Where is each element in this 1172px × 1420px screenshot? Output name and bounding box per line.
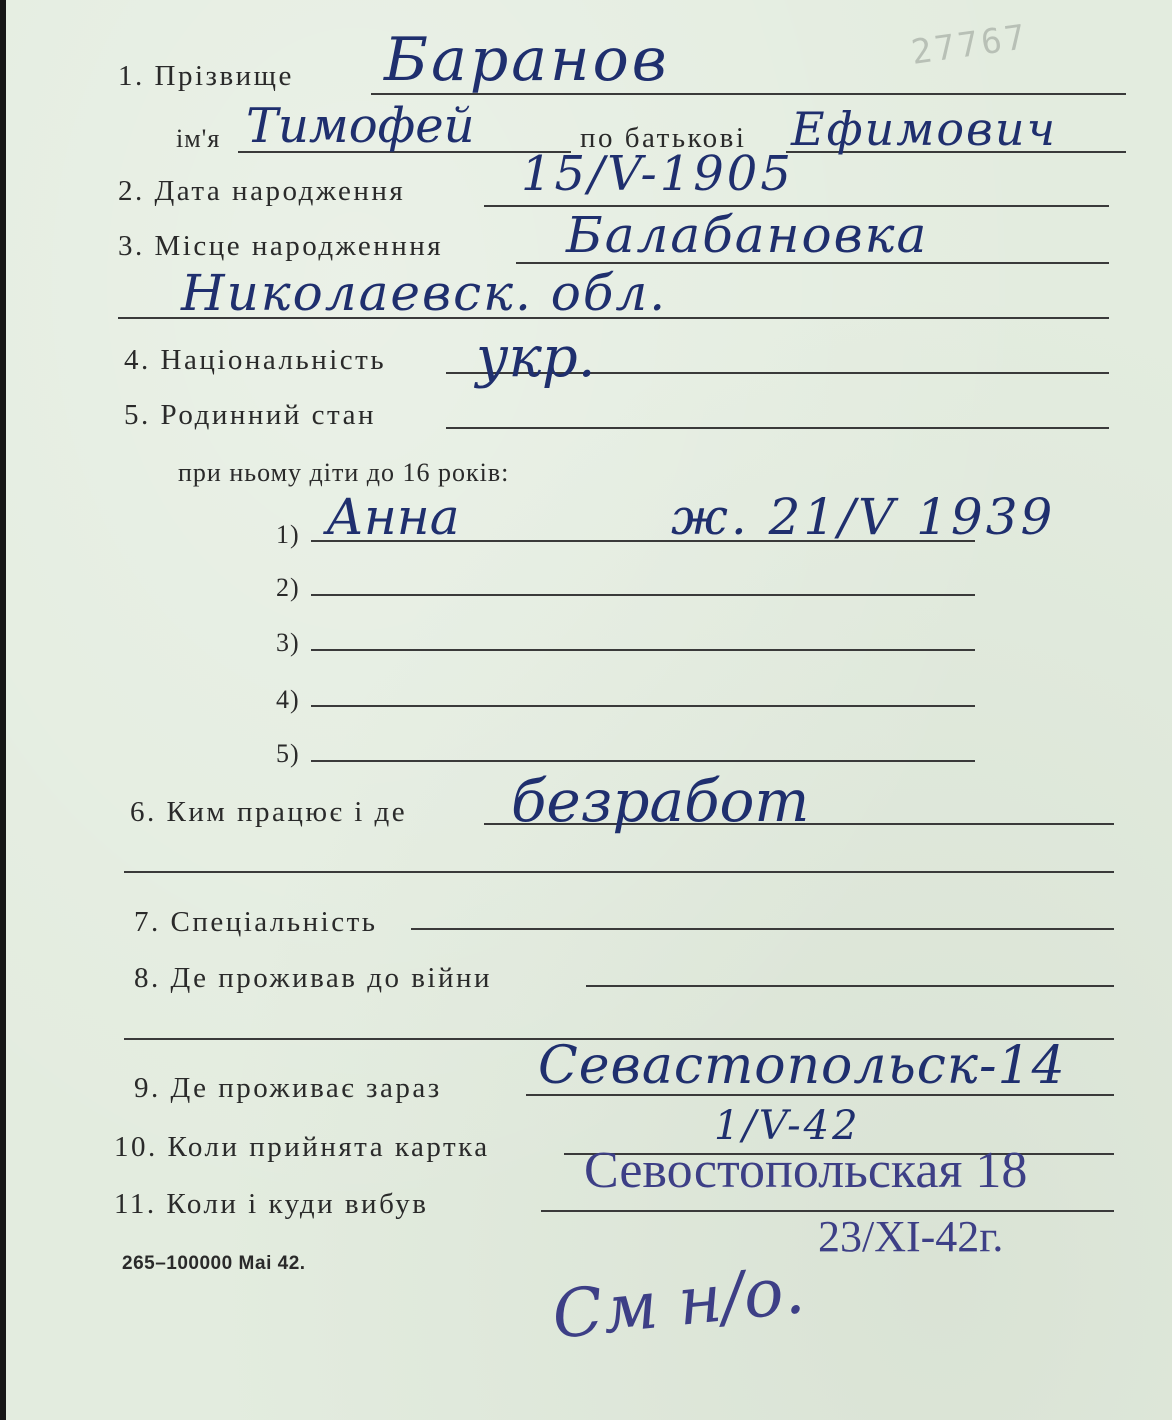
- label-work: 6. Ким працює і де: [130, 796, 408, 828]
- value-birth-place: Балабановка: [566, 206, 929, 264]
- label-departure: 11. Коли і куди вибув: [114, 1188, 429, 1220]
- line-work-2: [124, 871, 1114, 873]
- line-prewar-residence: [586, 985, 1114, 987]
- archive-number-stamp: 27767: [908, 17, 1031, 73]
- label-surname: 1. Прізвище: [118, 60, 294, 92]
- value-nationality: укр.: [476, 325, 596, 390]
- value-patronymic: Ефимович: [791, 102, 1058, 156]
- label-birth-date: 2. Дата народження: [118, 175, 406, 207]
- value-child-1-birth: ж. 21/V 1939: [671, 488, 1056, 546]
- label-prewar-residence: 8. Де проживав до війни: [134, 962, 493, 994]
- label-nationality: 4. Національність: [124, 344, 387, 376]
- value-birth-date: 15/V-1905: [521, 146, 794, 202]
- value-surname: Баранов: [384, 25, 670, 95]
- value-card-accepted: 1/V-42: [714, 1103, 861, 1149]
- label-child-2: 2): [276, 573, 300, 602]
- line-marital-status: [446, 427, 1109, 429]
- label-first-name: ім'я: [176, 124, 221, 153]
- label-child-1: 1): [276, 520, 300, 549]
- label-patronymic: по батькові: [580, 122, 747, 154]
- registration-card: [6, 0, 1172, 1420]
- label-speciality: 7. Спеціальність: [134, 906, 378, 938]
- label-birth-place: 3. Місце народженння: [118, 230, 444, 262]
- line-speciality: [411, 928, 1114, 930]
- line-child-5: [311, 760, 975, 762]
- value-departure-date: 23/XI-42г.: [818, 1212, 1004, 1261]
- value-child-1-name: Анна: [326, 488, 460, 546]
- line-child-3: [311, 649, 975, 651]
- value-work: безработ: [511, 767, 810, 835]
- label-child-5: 5): [276, 739, 300, 768]
- value-departure-address: Севостопольская 18: [584, 1142, 1028, 1199]
- value-current-residence: Севастопольск-14: [538, 1036, 1066, 1096]
- value-first-name: Тимофей: [246, 98, 475, 154]
- label-children: при ньому діти до 16 років:: [178, 458, 510, 487]
- line-child-4: [311, 705, 975, 707]
- label-child-3: 3): [276, 628, 300, 657]
- label-current-residence: 9. Де проживає зараз: [134, 1072, 442, 1104]
- label-child-4: 4): [276, 685, 300, 714]
- label-marital-status: 5. Родинний стан: [124, 399, 376, 431]
- value-birth-region: Николаевск. обл.: [181, 264, 668, 322]
- label-card-accepted: 10. Коли прийнята картка: [114, 1131, 490, 1163]
- value-note: См н/о.: [548, 1251, 808, 1354]
- line-child-2: [311, 594, 975, 596]
- print-code: 265–100000 Маі 42.: [122, 1253, 306, 1274]
